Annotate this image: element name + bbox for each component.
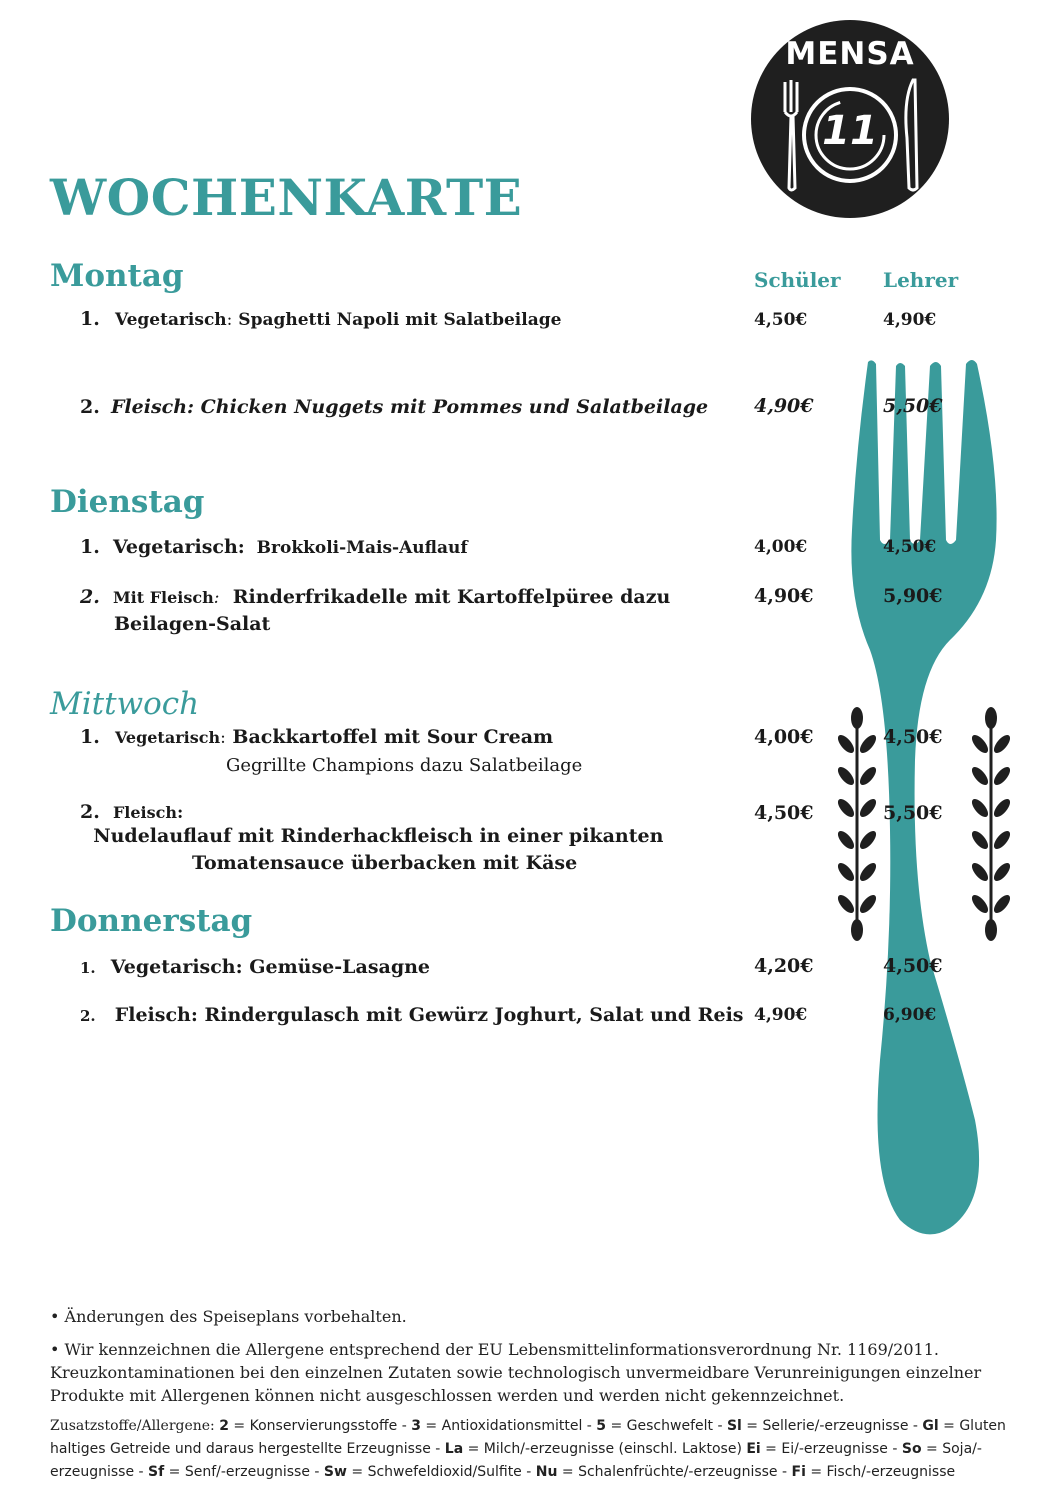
additive-description: = Senf/-erzeugnisse -	[164, 1464, 324, 1480]
column-header-teacher: Lehrer	[883, 268, 959, 292]
additive-code: Sf	[148, 1464, 165, 1480]
item-number: 2.	[80, 801, 100, 823]
mensa-logo	[751, 20, 949, 218]
price-teacher: 5,50€	[883, 802, 943, 824]
price-teacher: 4,90€	[883, 310, 937, 330]
item-separator: :	[190, 1004, 198, 1026]
day-heading: Montag	[50, 258, 184, 294]
price-teacher: 5,90€	[883, 585, 943, 607]
page-title: WOCHENKARTE	[50, 168, 523, 227]
additive-description: = Gluten haltiges Getreide und daraus hergestellte Erzeugnisse -	[50, 1418, 1006, 1457]
menu-item	[80, 1002, 760, 1029]
additive-code: Gl	[922, 1418, 939, 1434]
menu-item	[80, 801, 760, 877]
item-description: Spaghetti Napoli mit Salatbeilage	[232, 310, 562, 330]
menu-item	[80, 724, 740, 781]
additive-code: Nu	[535, 1464, 558, 1480]
additive-code: Ei	[746, 1441, 761, 1457]
price-student: 4,00€	[754, 726, 814, 748]
additive-description: = Schwefeldioxid/Sulfite -	[346, 1464, 536, 1480]
item-description: Brokkoli-Mais-Auflauf	[244, 538, 468, 558]
item-category: Fleisch	[110, 396, 188, 418]
logo-number: 11	[822, 108, 878, 154]
item-number: 1.	[80, 308, 100, 330]
item-number: 1.	[80, 726, 100, 748]
menu-item	[80, 954, 740, 981]
price-teacher: 6,90€	[883, 1005, 937, 1025]
item-separator: :	[187, 396, 195, 418]
price-student: 4,90€	[754, 1005, 808, 1025]
price-student: 4,50€	[754, 802, 814, 824]
menu-item	[80, 584, 740, 638]
item-category: Fleisch	[114, 1004, 191, 1026]
item-description-line2: Gegrillte Champions dazu Salatbeilage	[226, 755, 583, 776]
additive-code: La	[444, 1441, 464, 1457]
additive-code: Fi	[791, 1464, 806, 1480]
menu-item	[80, 394, 740, 421]
item-separator: :	[226, 310, 233, 330]
additive-code: So	[901, 1441, 922, 1457]
item-category: Vegetarisch	[112, 536, 238, 558]
item-category: Vegetarisch	[114, 728, 221, 747]
item-separator: :	[213, 588, 220, 608]
item-category: Vegetarisch	[110, 956, 236, 978]
additive-description: = Milch/-erzeugnisse (einschl. Laktose)	[463, 1441, 747, 1457]
item-category: Mit Fleisch	[112, 588, 214, 607]
price-teacher: 4,50€	[883, 537, 937, 557]
note-allergen-info: • Wir kennzeichnen die Allergene entsprechend der EU Lebensmittelinformationsverordnung Nr. 1169/2011. Kreuzkontaminationen bei den einzelnen Zutaten sowie technologisch unvermeidbare Verunreinigungen einzelner Produkte mit Allergenen können nicht ausgeschlossen werden und werden nicht gekennzeichnet.	[50, 1340, 982, 1405]
menu-item	[80, 308, 740, 330]
price-student: 4,00€	[754, 537, 808, 557]
day-heading: Dienstag	[50, 484, 205, 520]
leaf-sprig-icon	[966, 704, 1016, 944]
additive-description: = Fisch/-erzeugnisse	[805, 1464, 956, 1480]
additive-code: 5	[596, 1418, 607, 1434]
item-number: 1.	[80, 959, 96, 977]
additives-prefix: Zusatzstoffe/Allergene:	[50, 1418, 220, 1434]
item-description: Gemüse-Lasagne	[242, 956, 431, 978]
item-description: Rinderfrikadelle mit Kartoffelpüree dazu	[219, 586, 671, 608]
item-separator: :	[220, 728, 226, 748]
item-description: Rindergulasch mit Gewürz Joghurt, Salat und Reis	[197, 1004, 744, 1026]
item-number: 1.	[80, 536, 100, 558]
item-number: 2.	[80, 586, 100, 608]
price-teacher: 5,50€	[883, 395, 943, 417]
item-description-line2: Tomatensauce überbacken mit Käse	[192, 852, 578, 874]
item-number: 2.	[80, 396, 100, 418]
additive-description: = Soja/-erzeugnisse -	[50, 1441, 982, 1480]
item-separator: :	[235, 956, 243, 978]
additive-description: = Konservierungsstoffe -	[228, 1418, 412, 1434]
price-teacher: 4,50€	[883, 726, 943, 748]
price-student: 4,50€	[754, 310, 808, 330]
leaf-sprig-icon	[832, 704, 882, 944]
additive-code: Sl	[726, 1418, 742, 1434]
day-heading: Mittwoch	[50, 686, 200, 722]
item-description: Chicken Nuggets mit Pommes und Salatbeilage	[194, 396, 709, 418]
price-student: 4,90€	[754, 585, 814, 607]
item-category: Vegetarisch	[114, 310, 227, 330]
item-separator: :	[177, 803, 184, 823]
price-teacher: 4,50€	[883, 955, 943, 977]
column-header-student: Schüler	[754, 268, 841, 292]
item-description: Nudelauflauf mit Rinderhackfleisch in einer pikanten	[80, 825, 664, 847]
additive-description: = Antioxidationsmittel -	[420, 1418, 597, 1434]
item-category: Fleisch	[112, 803, 178, 822]
additive-description: = Geschwefelt -	[606, 1418, 727, 1434]
day-heading: Donnerstag	[50, 903, 253, 939]
item-separator: :	[237, 536, 245, 558]
menu-item	[80, 534, 740, 561]
additive-code: Sw	[323, 1464, 347, 1480]
note-changes: • Änderungen des Speiseplans vorbehalten.	[50, 1307, 407, 1326]
item-number: 2.	[80, 1007, 96, 1025]
additive-code: 3	[411, 1418, 421, 1434]
additive-code: 2	[219, 1418, 229, 1434]
logo-top-text: MENSA	[785, 36, 915, 72]
additive-description: = Sellerie/-erzeugnisse -	[741, 1418, 923, 1434]
price-student: 4,20€	[754, 955, 814, 977]
additives-list	[50, 1415, 1010, 1484]
item-description-line2: Beilagen-Salat	[114, 613, 271, 635]
price-student: 4,90€	[754, 395, 814, 417]
additive-description: = Schalenfrüchte/-erzeugnisse -	[557, 1464, 792, 1480]
item-description: Backkartoffel mit Sour Cream	[225, 726, 554, 748]
additive-description: = Ei/-erzeugnisse -	[760, 1441, 902, 1457]
